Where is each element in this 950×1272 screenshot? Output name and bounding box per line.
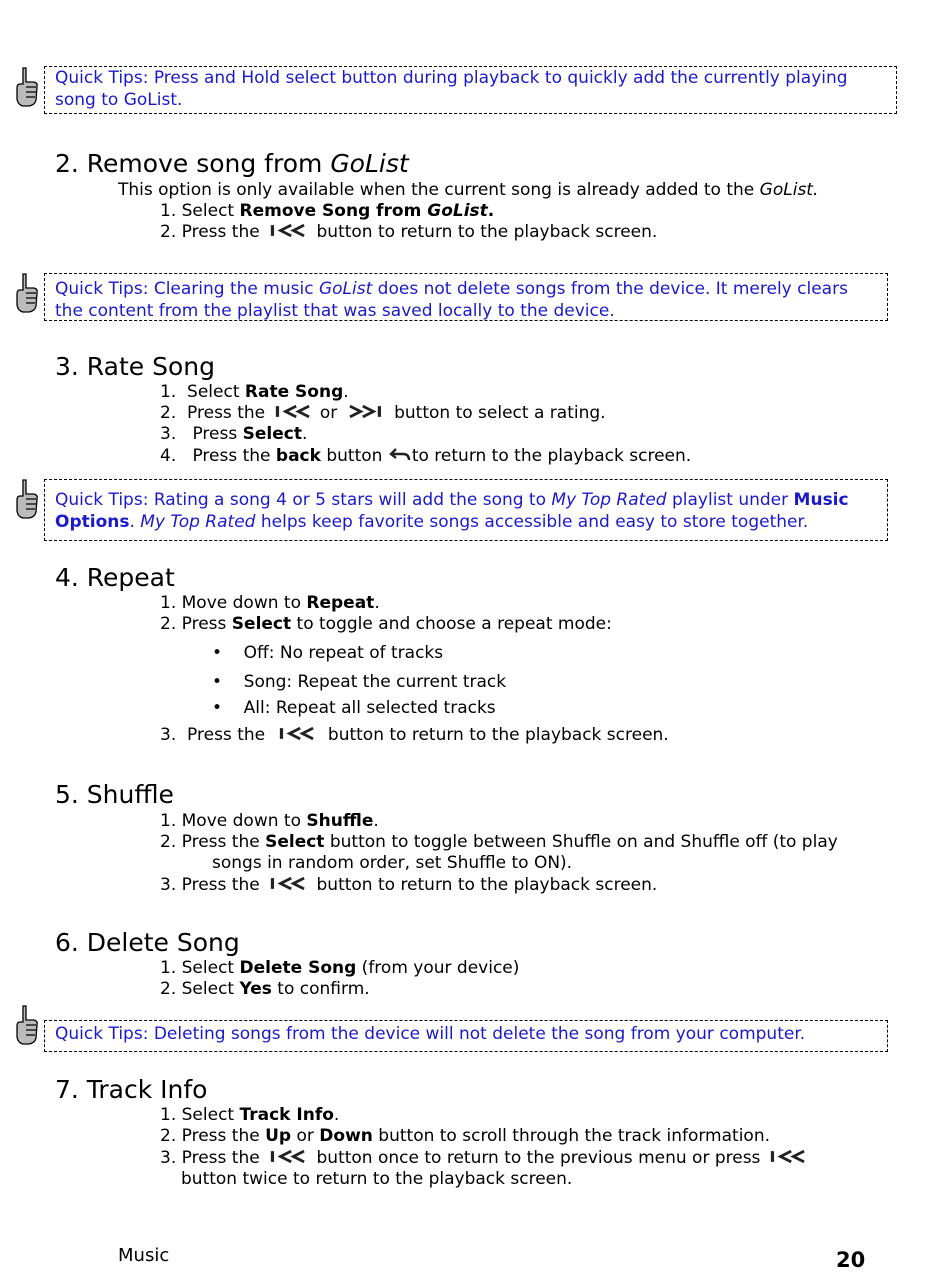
list-item: 1. Select Delete Song (from your device)	[160, 958, 520, 978]
list-item: 1. Move down to Shuffle.	[160, 811, 379, 831]
list-item: 1. Select Remove Song from GoList.	[160, 201, 495, 221]
page-number: 20	[836, 1248, 866, 1272]
tip-text: the content from the playlist that was saved locally to the device.	[55, 301, 615, 321]
list-item: 2. Press the or button to select a rating.	[160, 403, 606, 423]
tip-text: Quick Tips: Deleting songs from the device will not delete the song from your computer.	[55, 1024, 806, 1044]
previous-track-icon	[265, 223, 311, 238]
next-track-icon	[343, 404, 389, 419]
list-item: 2. Select Yes to confirm.	[160, 979, 370, 999]
list-item: 2. Press the Select button to toggle between Shuffle on and Shuffle off (to play	[160, 832, 838, 852]
list-item: 4. Press the back button to return to the playback screen.	[160, 446, 692, 466]
list-item: 1. Select Track Info.	[160, 1105, 340, 1125]
list-item: 3. Press the button to return to the playback screen.	[160, 725, 669, 745]
section-heading: 6. Delete Song	[55, 928, 240, 957]
tip-text: song to GoList.	[55, 90, 183, 110]
previous-track-icon	[766, 1149, 810, 1164]
bullet-item: • Off: No repeat of tracks	[212, 643, 444, 663]
section-heading: 3. Rate Song	[55, 352, 215, 381]
list-item-continuation: button twice to return to the playback screen.	[181, 1169, 573, 1189]
list-item: 3. Press the button to return to the playback screen.	[160, 875, 658, 895]
list-item: 1. Move down to Repeat.	[160, 593, 380, 613]
quick-tip-box	[44, 66, 897, 114]
list-item: 2. Press Select to toggle and choose a repeat mode:	[160, 614, 612, 634]
pointing-hand-icon	[14, 478, 40, 520]
previous-track-icon	[265, 1149, 311, 1164]
back-arrow-icon	[388, 446, 412, 462]
bullet-item: • All: Repeat all selected tracks	[212, 698, 496, 718]
section-heading: 7. Track Info	[55, 1075, 208, 1104]
section-heading: 2. Remove song from GoList	[55, 149, 409, 178]
section-heading: 4. Repeat	[55, 563, 175, 592]
list-item: 3. Press Select.	[160, 424, 308, 444]
section-intro: This option is only available when the current song is already added to the GoList.	[118, 180, 819, 200]
list-item: 2. Press the Up or Down button to scroll through the track information.	[160, 1126, 770, 1146]
quick-tip-box: Quick Tips: Clearing the music GoList does not delete songs from the device. It merely clears the content from the playlist that was saved locally to the device.	[44, 273, 888, 321]
pointing-hand-icon	[14, 66, 40, 108]
quick-tip-box	[44, 1020, 888, 1052]
previous-track-icon	[271, 726, 323, 741]
section-heading: 5. Shuffle	[55, 780, 174, 809]
list-item: 3. Press the button once to return to the previous menu or press	[160, 1148, 810, 1169]
pointing-hand-icon	[14, 272, 40, 314]
list-item-continuation: songs in random order, set Shuffle to ON).	[212, 853, 573, 873]
bullet-item: • Song: Repeat the current track	[212, 672, 507, 692]
previous-track-icon	[265, 876, 311, 891]
tip-text: Quick Tips: Press and Hold select button during playback to quickly add the currently playing	[55, 68, 848, 88]
footer-section-name: Music	[118, 1245, 170, 1266]
list-item: 1. Select Rate Song.	[160, 382, 349, 402]
quick-tip-box: Quick Tips: Rating a song 4 or 5 stars will add the song to My Top Rated playlist under Music Options. My Top Rated helps keep favorite songs accessible and easy to store together.	[44, 479, 888, 541]
list-item: 2. Press the button to return to the playback screen.	[160, 222, 658, 242]
previous-track-icon	[271, 404, 315, 419]
pointing-hand-icon	[14, 1004, 40, 1046]
